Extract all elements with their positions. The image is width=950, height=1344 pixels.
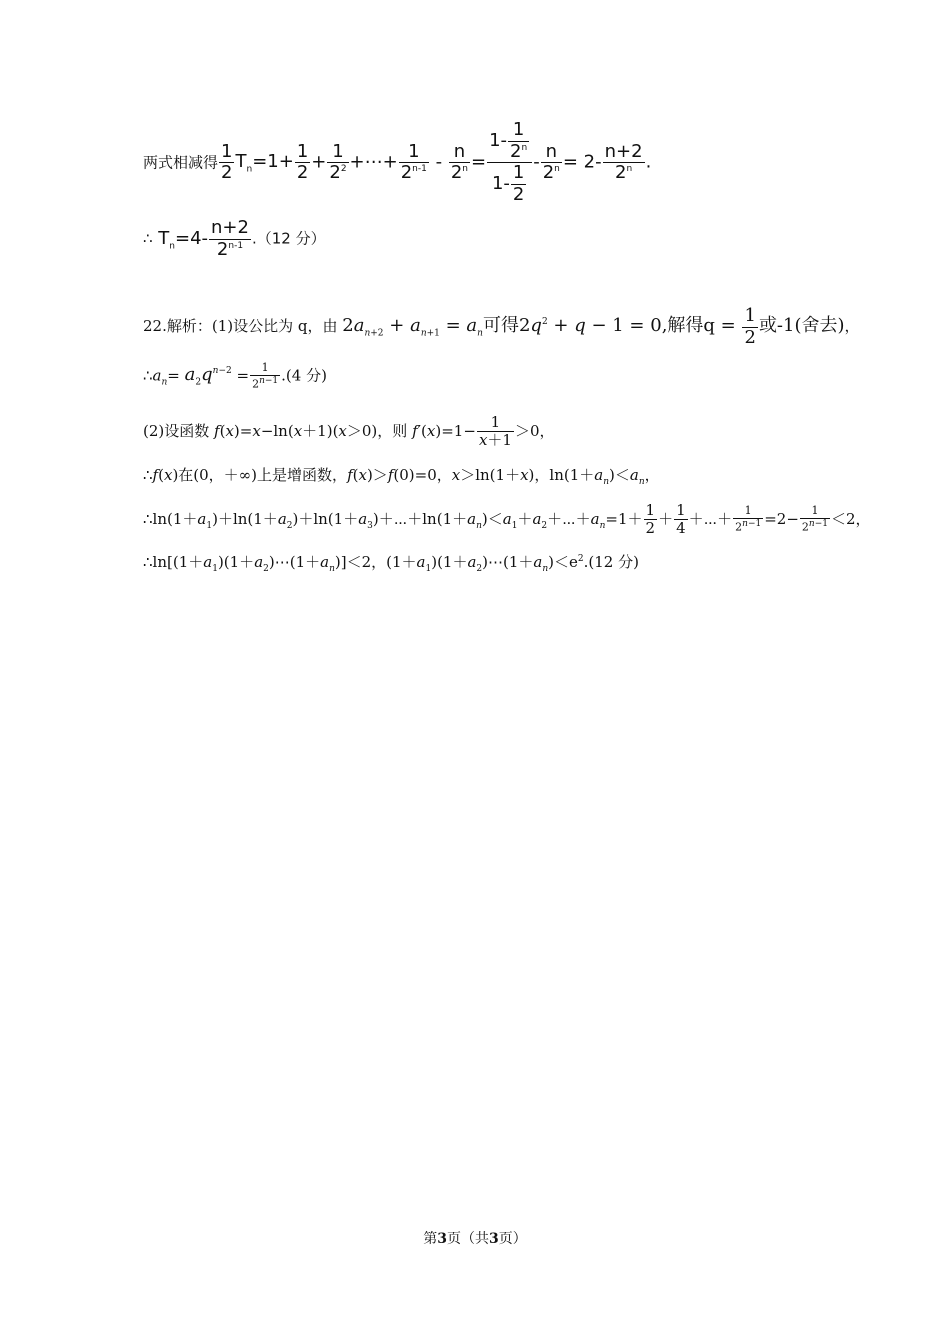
score-12: .（12 分） [251, 229, 326, 248]
final-line: $\therefore\ln[(1+a_1)(1+a_2)\cdots(1+a_n)]<2$，$(1+a_1)(1+a_2)\cdots(1+a_n)<e^2.(12$ 分) [143, 553, 639, 574]
q22-part2-line: (2)设函数 f(x)=x−ln(x＋1)(x＞0)，则 f′(x)=1− $\frac{1}{x+1}$ ＞0， [143, 413, 555, 450]
page-total: 3 [489, 1231, 499, 1247]
subtraction-line: 两式相减得 $\frac{1}{2}$ $T_n=1+$ $\frac{1}{2}$ + $\frac{1}{2^2}$ +⋯+ $\frac{1}{2^{n-1}}$ - $\frac{n}{2^n}$ = 1- $\frac{1}{2^n}$ 1- $\frac{1}{2}$ - $\frac{n}{2^n}$ = 2- $\frac{n+2}{2^n}$ . [143, 119, 652, 206]
sum-inequality-line: $\therefore\ln(1+a_1)+\ln(1+a_2)+\ln(1+a_3)+\cdots+\ln(1+a_n)<a_1+a_2+\cdots+a_n=1+$ $\frac{1}{2}$ ＋ $\frac{1}{4}$ ＋⋯＋ $\frac{1}{2^{n-1}}$ =2− $\frac{1}{2^{n-1}}$ ＜2， [143, 501, 871, 538]
q22-part1-line: 22.解析：(1)设公比为 q，由 $2a_{n+2} + a_{n+1} = a_n$可得$2q^2 + q - 1 = 0$,解得q = $\frac{1}{2}$ 或-1(舍去)， [143, 305, 860, 348]
subtraction-lead: 两式相减得 [143, 153, 219, 172]
an-result-line: $\therefore a_n= a_2q^{n-2}$ = $\frac{1}{2^{n-1}}$ .(4 分) [143, 361, 327, 391]
q22-number: 22. [143, 317, 167, 336]
q22-label: 解析 [166, 317, 197, 336]
tn-result-line: ∴ $T_n=4-$ $\frac{n+2}{2^{n-1}}$ .（12 分） [143, 217, 326, 260]
page-footer: 第3页（共3页） [423, 1231, 527, 1247]
increasing-line: ∴f(x)在(0，＋∞)上是增函数，f(x)＞f(0)=0，x＞ln(1＋x)，$\ln(1+a_n)<a_n$， [143, 466, 660, 487]
page-number: 3 [437, 1231, 447, 1247]
